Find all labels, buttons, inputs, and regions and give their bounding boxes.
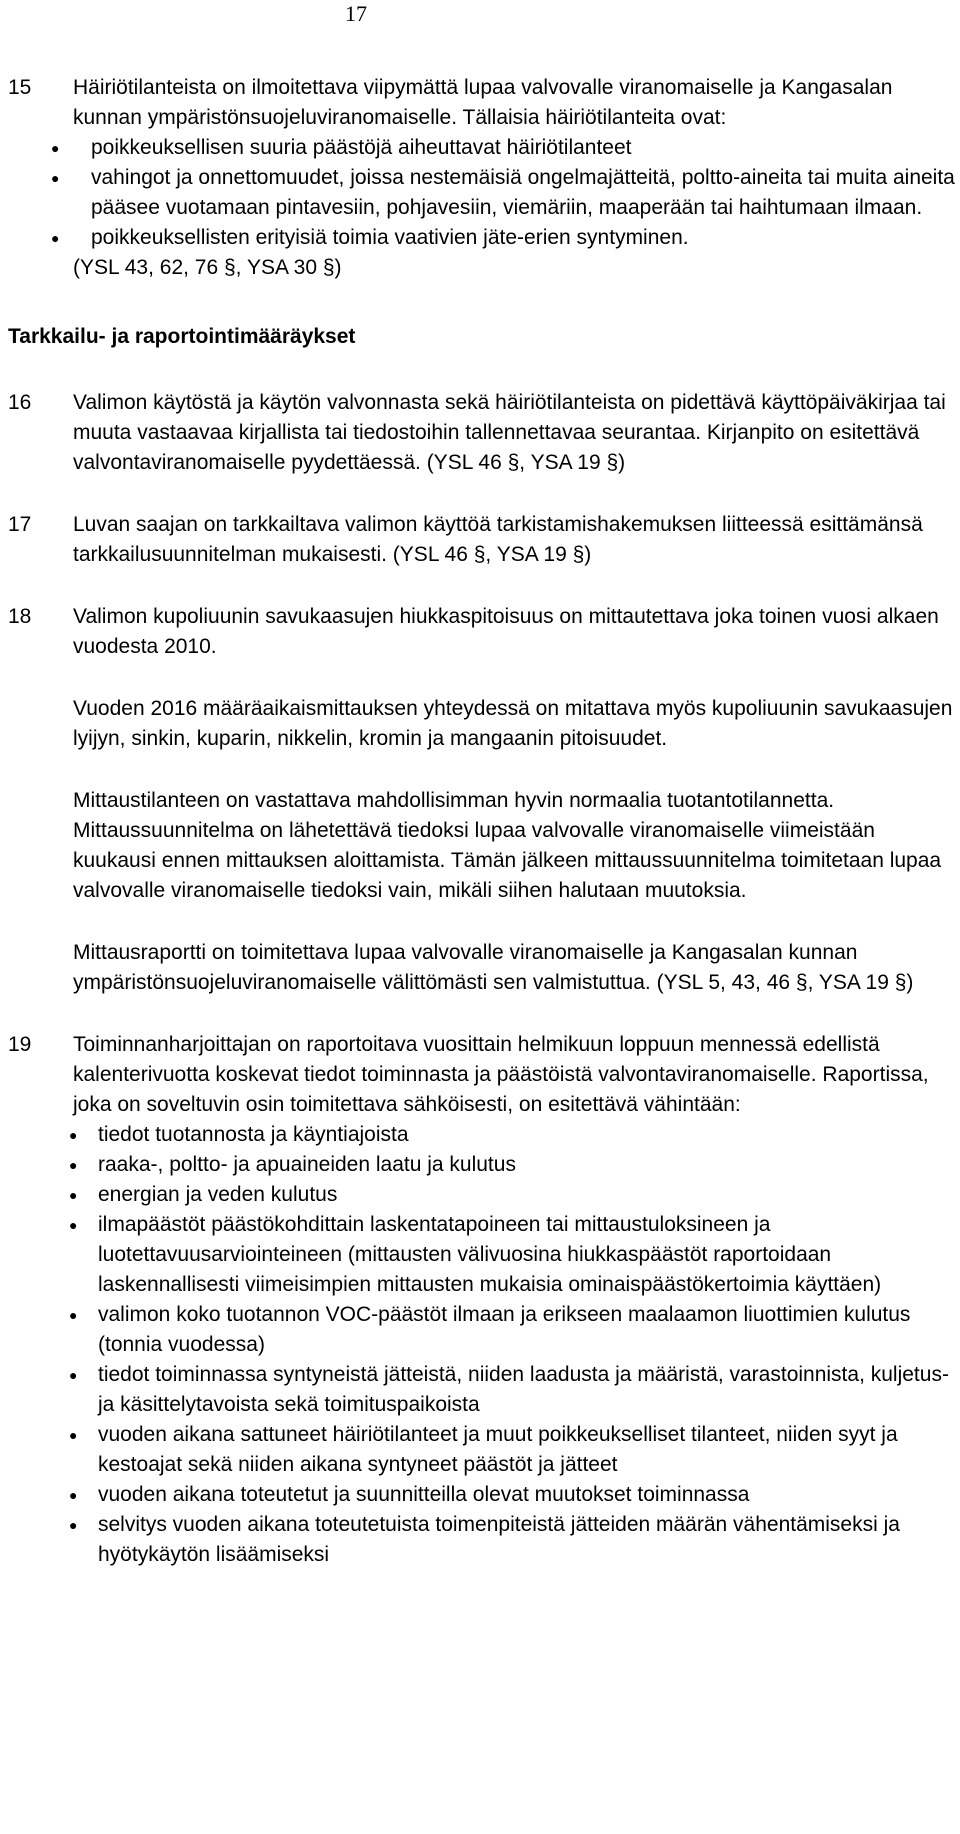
item-15-intro: Häiriötilanteista on ilmoitettava viipymättä lupaa valvovalle viranomaiselle ja Kangasalan kunnan ympäristönsuojeluviranomaiselle. Tällaisia häiriötilanteita ovat: [73, 76, 893, 129]
list-item: ● ilmapäästöt päästökohdittain laskentatapoineen tai mittaustuloksineen ja luotettavuusarviointeineen (mittausten välivuosina hiukkaspäästöt raportoidaan laskennallisesti viimeisimpien mittausten mukaisia ominaispäästökertoimia käyttäen) [73, 1210, 958, 1300]
item-17 [8, 510, 958, 570]
bullet-icon: ● [69, 1367, 78, 1383]
item-15-ref-row [8, 253, 958, 283]
item-18-paragraph-2: Vuoden 2016 määräaikaismittauksen yhteydessä on mitattava myös kupoliuunin savukaasujen lyijyn, sinkin, kuparin, nikkelin, kromin ja mangaanin pitoisuudet. [73, 697, 953, 750]
item-number: 15 [8, 76, 32, 99]
section-heading: Tarkkailu- ja raportointimääräykset [8, 325, 356, 348]
bullet-icon: ● [51, 140, 60, 156]
bullet-icon: ● [69, 1427, 78, 1443]
item-19-list [69, 1120, 958, 1570]
bullet-icon: ● [69, 1217, 78, 1233]
item-18-text: Valimon kupoliuunin savukaasujen hiukkaspitoisuus on mittautettava joka toinen vuosi alkaen vuodesta 2010. [73, 605, 939, 658]
legal-reference: (YSL 43, 62, 76 §, YSA 30 §) [73, 256, 342, 279]
item-18-paragraph-4: Mittausraportti on toimitettava lupaa valvovalle viranomaiselle ja Kangasalan kunnan ympäristönsuojeluviranomaiselle välittömästi sen valmistuttua. (YSL 5, 43, 46 §, YSA 19 §) [73, 941, 914, 994]
item-number: 17 [8, 513, 32, 536]
document-body [8, 73, 958, 1570]
item-17-text: Luvan saajan on tarkkailtava valimon käyttöä tarkistamishakemuksen liitteessä esittämänsä tarkkailusuunnitelman mukaisesti. (YSL 46 §, YSA 19 §) [73, 513, 923, 566]
list-item: ● poikkeuksellisten erityisiä toimia vaativien jäte-erien syntyminen. [8, 223, 958, 253]
list-item: ● poikkeuksellisen suuria päästöjä aiheuttavat häiriötilanteet [8, 133, 958, 163]
item-15 [8, 73, 958, 133]
bullet-icon: ● [69, 1157, 78, 1173]
list-item: ● vuoden aikana toteutetut ja suunnitteilla olevat muutokset toiminnassa [73, 1480, 958, 1510]
item-18 [8, 602, 958, 998]
item-number: 16 [8, 391, 32, 414]
list-item: ● vahingot ja onnettomuudet, joissa nestemäisiä ongelmajätteitä, poltto-aineita tai muita aineita pääsee vuotamaan pintavesiin, pohjavesiin, viemäriin, maaperään tai haihtumaan ilmaan. [8, 163, 958, 223]
list-item: ● vuoden aikana sattuneet häiriötilanteet ja muut poikkeukselliset tilanteet, niiden syyt ja kestoajat sekä niiden aikana syntyneet päästöt ja jätteet [73, 1420, 958, 1480]
bullet-icon: ● [69, 1187, 78, 1203]
page-number: 17 [345, 1, 367, 26]
list-item: ● raaka-, poltto- ja apuaineiden laatu ja kulutus [73, 1150, 958, 1180]
bullet-icon: ● [69, 1127, 78, 1143]
list-item: ● valimon koko tuotannon VOC-päästöt ilmaan ja erikseen maalaamon liuottimien kulutus (tonnia vuodessa) [73, 1300, 958, 1360]
item-number: 18 [8, 605, 32, 628]
item-16 [8, 388, 958, 478]
list-item: ● tiedot toiminnassa syntyneistä jätteistä, niiden laadusta ja määristä, varastoinnista, kuljetus- ja käsittelytavoista sekä toimituspaikoista [73, 1360, 958, 1420]
list-item: ● selvitys vuoden aikana toteutetuista toimenpiteistä jätteiden määrän vähentämiseksi ja hyötykäytön lisäämiseksi [73, 1510, 958, 1570]
item-number: 19 [8, 1033, 32, 1056]
list-item: ● energian ja veden kulutus [73, 1180, 958, 1210]
item-15-list [8, 133, 958, 253]
bullet-icon: ● [51, 170, 60, 186]
bullet-icon: ● [69, 1307, 78, 1323]
list-item: ● tiedot tuotannosta ja käyntiajoista [73, 1120, 958, 1150]
item-19-intro: Toiminnanharjoittajan on raportoitava vuosittain helmikuun loppuun mennessä edellistä kalenterivuotta koskevat tiedot toiminnasta ja päästöistä valvontaviranomaiselle. Raportissa, joka on soveltuvin osin toimitettava sähköisesti, on esitettävä vähintään: [73, 1033, 929, 1116]
bullet-icon: ● [51, 230, 60, 246]
item-16-text: Valimon käytöstä ja käytön valvonnasta sekä häiriötilanteista on pidettävä käyttöpäiväkirjaa tai muuta vastaavaa kirjallista tai tiedostoihin tallennettavaa seurantaa. Kirjanpito on esitettävä valvontaviranomaiselle pyydettäessä. (YSL 46 §, YSA 19 §) [73, 391, 946, 474]
bullet-icon: ● [69, 1517, 78, 1533]
bullet-icon: ● [69, 1487, 78, 1503]
item-19 [8, 1030, 958, 1570]
item-18-paragraph-3: Mittaustilanteen on vastattava mahdollisimman hyvin normaalia tuotantotilannetta. Mittaussuunnitelma on lähetettävä tiedoksi lupaa valvovalle viranomaiselle viimeistään kuukausi ennen mittauksen aloittamista. Tämän jälkeen mittaussuunnitelma toimitetaan lupaa valvovalle viranomaiselle tiedoksi vain, mikäli siihen halutaan muutoksia. [73, 789, 942, 902]
